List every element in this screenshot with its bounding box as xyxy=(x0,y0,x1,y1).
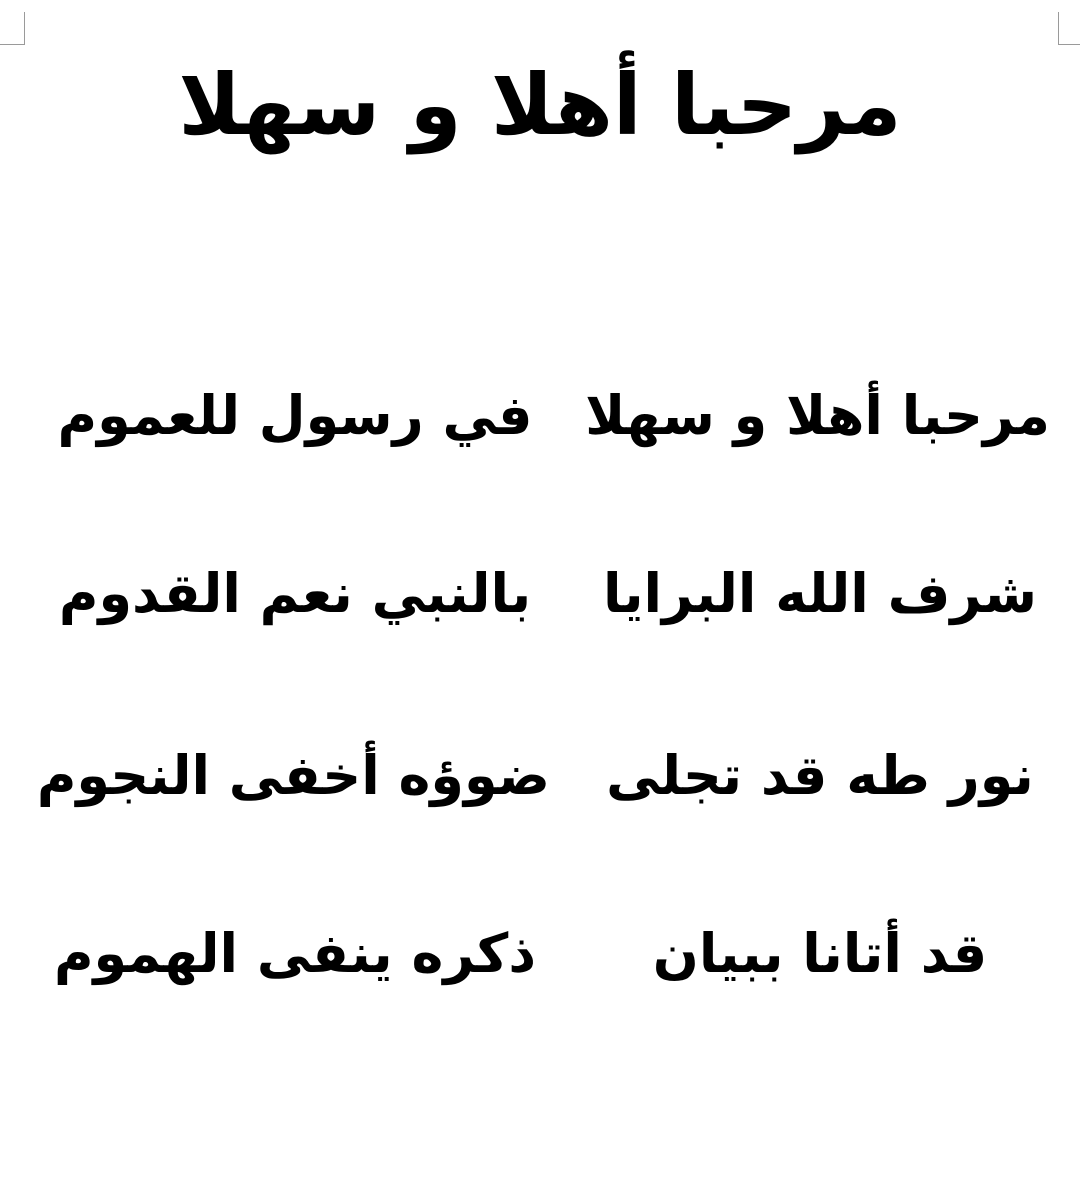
page-margin-corner-mark xyxy=(1058,12,1080,45)
verse-2-second-hemistich: بالنبي نعم القدوم xyxy=(58,562,532,625)
verse-3-second-hemistich: ضوؤه أخفى النجوم xyxy=(36,744,550,807)
verse-4-first-hemistich: قد أتانا ببيان xyxy=(652,922,988,985)
verse-3-first-hemistich: نور طه قد تجلى xyxy=(606,744,1034,807)
poem-title: مرحبا أهلا و سهلا xyxy=(178,56,902,154)
verse-4-second-hemistich: ذكره ينفى الهموم xyxy=(53,922,537,985)
verse-1-second-hemistich: في رسول للعموم xyxy=(57,384,533,447)
verse-2-first-hemistich: شرف الله البرايا xyxy=(602,562,1038,625)
verse-1-first-hemistich: مرحبا أهلا و سهلا xyxy=(585,384,1050,447)
page-margin-corner-mark xyxy=(0,12,25,45)
